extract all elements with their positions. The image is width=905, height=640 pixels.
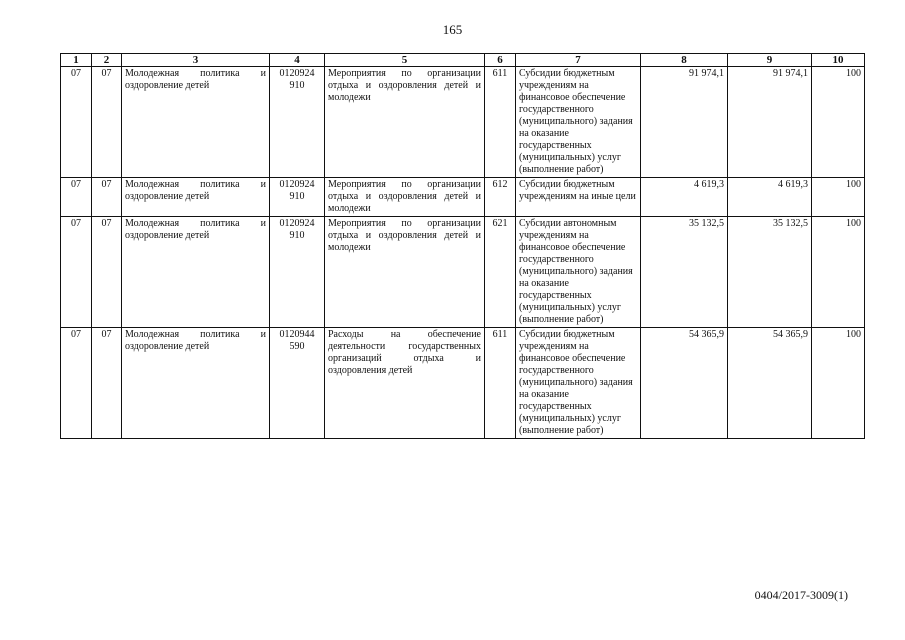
percent-executed: 100 [812, 67, 865, 178]
table-row [61, 67, 865, 178]
expense-type-name: Субсидии автономным учреждениям на финансовое обеспечение государственного (муниципального) задания на оказание государственных (муниципальных) услуг (выполнение работ) [516, 217, 641, 328]
article-name: Мероприятия по организации отдыха и оздоровления детей и молодежи [325, 178, 485, 217]
section-name: Молодежная политика и оздоровление детей [122, 328, 270, 439]
table-header-row [61, 54, 865, 67]
percent-executed: 100 [812, 178, 865, 217]
col-header: 3 [122, 54, 270, 67]
amount-planned: 54 365,9 [641, 328, 728, 439]
table-row [61, 217, 865, 328]
expense-type-code: 612 [485, 178, 516, 217]
budget-table [60, 53, 865, 439]
col-header: 9 [728, 54, 812, 67]
section-name: Молодежная политика и оздоровление детей [122, 217, 270, 328]
percent-executed: 100 [812, 328, 865, 439]
expense-type-name: Субсидии бюджетным учреждениям на финансовое обеспечение государственного (муниципального) задания на оказание государственных (муниципальных) услуг (выполнение работ) [516, 328, 641, 439]
col-header: 10 [812, 54, 865, 67]
percent-executed: 100 [812, 217, 865, 328]
article-name: Расходы на обеспечение деятельности государственных организаций отдыха и оздоровления детей [325, 328, 485, 439]
table-row [61, 178, 865, 217]
expense-type-name: Субсидии бюджетным учреждениям на финансовое обеспечение государственного (муниципального) задания на оказание государственных (муниципальных) услуг (выполнение работ) [516, 67, 641, 178]
target-article-code: 0120924 910 [270, 217, 325, 328]
col-header: 6 [485, 54, 516, 67]
col-header: 7 [516, 54, 641, 67]
col-header: 2 [92, 54, 122, 67]
target-article-code: 0120924 910 [270, 178, 325, 217]
section-name: Молодежная политика и оздоровление детей [122, 178, 270, 217]
document-code: 0404/2017-3009(1) [754, 588, 848, 602]
amount-planned: 35 132,5 [641, 217, 728, 328]
amount-executed: 4 619,3 [728, 178, 812, 217]
subsection-code: 07 [92, 217, 122, 328]
amount-executed: 91 974,1 [728, 67, 812, 178]
subsection-code: 07 [92, 67, 122, 178]
amount-executed: 54 365,9 [728, 328, 812, 439]
expense-type-code: 621 [485, 217, 516, 328]
article-name: Мероприятия по организации отдыха и оздоровления детей и молодежи [325, 217, 485, 328]
section-code: 07 [61, 217, 92, 328]
expense-type-name: Субсидии бюджетным учреждениям на иные цели [516, 178, 641, 217]
amount-planned: 4 619,3 [641, 178, 728, 217]
section-name: Молодежная политика и оздоровление детей [122, 67, 270, 178]
subsection-code: 07 [92, 178, 122, 217]
expense-type-code: 611 [485, 328, 516, 439]
expense-type-code: 611 [485, 67, 516, 178]
target-article-code: 0120944 590 [270, 328, 325, 439]
subsection-code: 07 [92, 328, 122, 439]
section-code: 07 [61, 328, 92, 439]
article-name: Мероприятия по организации отдыха и оздоровления детей и молодежи [325, 67, 485, 178]
amount-planned: 91 974,1 [641, 67, 728, 178]
table-row [61, 328, 865, 439]
col-header: 5 [325, 54, 485, 67]
col-header: 4 [270, 54, 325, 67]
col-header: 1 [61, 54, 92, 67]
target-article-code: 0120924 910 [270, 67, 325, 178]
section-code: 07 [61, 178, 92, 217]
col-header: 8 [641, 54, 728, 67]
page-number: 165 [442, 22, 463, 37]
section-code: 07 [61, 67, 92, 178]
amount-executed: 35 132,5 [728, 217, 812, 328]
